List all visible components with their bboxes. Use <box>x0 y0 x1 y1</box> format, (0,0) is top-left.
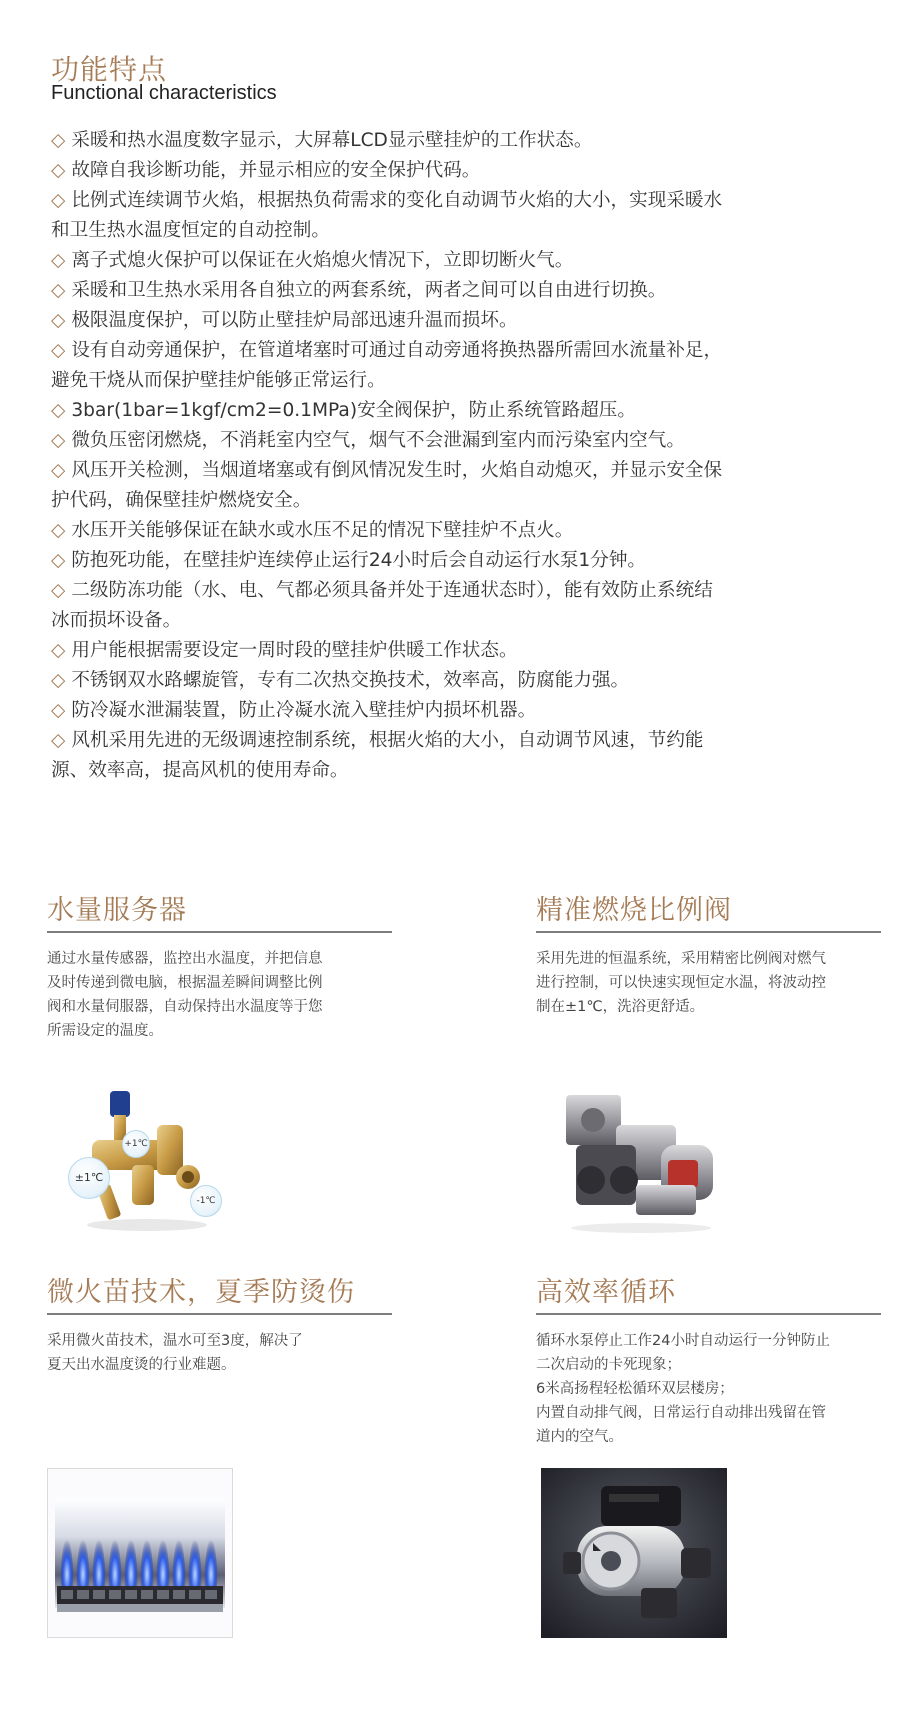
feature-item <box>51 726 731 786</box>
feature-list <box>51 126 731 786</box>
text-line: 道内的空气。 <box>536 1429 623 1445</box>
card-proportional-valve-title: 精准燃烧比例阀 <box>536 888 881 933</box>
feature-text: 用户能根据需要设定一周时段的壁挂炉供暖工作状态。 <box>71 640 518 661</box>
feature-text: 风机采用先进的无级调速控制系统，根据火焰的大小，自动调节风速，节约能源、效率高，提高风机的使用寿命。 <box>51 730 704 781</box>
feature-item <box>51 156 731 186</box>
temp-badge-minus: -1℃ <box>190 1185 222 1217</box>
card-micro-flame-text <box>47 1329 392 1377</box>
feature-text: 微负压密闭燃烧，不消耗室内空气，烟气不会泄漏到室内而污染室内空气。 <box>71 430 685 451</box>
diamond-bullet-icon: ◇ <box>51 460 66 481</box>
proportional-valve-image <box>556 1085 726 1235</box>
diamond-bullet-icon: ◇ <box>51 340 66 361</box>
card-circulation-text <box>536 1329 881 1449</box>
feature-item <box>51 276 731 306</box>
diamond-bullet-icon: ◇ <box>51 700 66 721</box>
page-title: 功能特点 <box>51 53 168 86</box>
feature-text: 风压开关检测，当烟道堵塞或有倒风情况发生时，火焰自动熄灭，并显示安全保护代码，确保壁挂炉燃烧安全。 <box>51 460 723 511</box>
diamond-bullet-icon: ◇ <box>51 670 66 691</box>
feature-text: 不锈钢双水路螺旋管，专有二次热交换技术，效率高，防腐能力强。 <box>71 670 630 691</box>
text-line: 阀和水量伺服器，自动保持出水温度等于您 <box>47 999 323 1015</box>
text-line: 内置自动排气阀，日常运行自动排出残留在管 <box>536 1405 826 1421</box>
feature-item <box>51 246 731 276</box>
feature-item <box>51 546 731 576</box>
diamond-bullet-icon: ◇ <box>51 400 66 421</box>
diamond-bullet-icon: ◇ <box>51 550 66 571</box>
feature-text: 采暖和卫生热水采用各自独立的两套系统，两者之间可以自由进行切换。 <box>71 280 667 301</box>
diamond-bullet-icon: ◇ <box>51 250 66 271</box>
text-line: 及时传递到微电脑，根据温差瞬间调整比例 <box>47 975 323 991</box>
burner-flame-image <box>47 1468 233 1638</box>
feature-item <box>51 636 731 666</box>
card-micro-flame <box>47 1270 392 1377</box>
card-proportional-valve <box>536 888 881 1019</box>
water-valve-image <box>62 1085 232 1235</box>
card-micro-flame-title: 微火苗技术，夏季防烫伤 <box>47 1270 392 1315</box>
feature-text: 水压开关能够保证在缺水或水压不足的情况下壁挂炉不点火。 <box>71 520 574 541</box>
feature-item <box>51 456 731 516</box>
text-line: 二次启动的卡死现象； <box>536 1357 681 1373</box>
card-circulation-title: 高效率循环 <box>536 1270 881 1315</box>
diamond-bullet-icon: ◇ <box>51 520 66 541</box>
feature-item <box>51 126 731 156</box>
feature-text: 采暖和热水温度数字显示，大屏幕LCD显示壁挂炉的工作状态。 <box>71 130 593 151</box>
text-line: 所需设定的温度。 <box>47 1023 163 1039</box>
card-proportional-valve-text <box>536 947 881 1019</box>
feature-text: 防抱死功能，在壁挂炉连续停止运行24小时后会自动运行水泵1分钟。 <box>71 550 647 571</box>
feature-text: 二级防冻功能（水、电、气都必须具备并处于连通状态时），能有效防止系统结冰而损坏设备。 <box>51 580 713 631</box>
text-line: 采用微火苗技术，温水可至3度，解决了 <box>47 1333 303 1349</box>
diamond-bullet-icon: ◇ <box>51 160 66 181</box>
feature-item <box>51 306 731 336</box>
feature-item <box>51 396 731 426</box>
card-water-servo-text <box>47 947 392 1043</box>
diamond-bullet-icon: ◇ <box>51 430 66 451</box>
text-line: 6米高扬程轻松循环双层楼房； <box>536 1381 734 1397</box>
text-line: 循环水泵停止工作24小时自动运行一分钟防止 <box>536 1333 830 1349</box>
diamond-bullet-icon: ◇ <box>51 580 66 601</box>
feature-item <box>51 336 731 396</box>
diamond-bullet-icon: ◇ <box>51 640 66 661</box>
feature-text: 离子式熄火保护可以保证在火焰熄火情况下，立即切断火气。 <box>71 250 574 271</box>
feature-text: 防冷凝水泄漏装置，防止冷凝水流入壁挂炉内损坏机器。 <box>71 700 537 721</box>
text-line: 制在±1℃，洗浴更舒适。 <box>536 999 705 1015</box>
card-water-servo-title: 水量服务器 <box>47 888 392 933</box>
card-water-servo <box>47 888 392 1043</box>
temp-badge-plus: +1℃ <box>122 1130 150 1158</box>
diamond-bullet-icon: ◇ <box>51 730 66 751</box>
feature-text: 故障自我诊断功能，并显示相应的安全保护代码。 <box>71 160 481 181</box>
feature-text: 比例式连续调节火焰，根据热负荷需求的变化自动调节火焰的大小，实现采暖水和卫生热水温度恒定的自动控制。 <box>51 190 723 241</box>
diamond-bullet-icon: ◇ <box>51 130 66 151</box>
feature-item <box>51 186 731 246</box>
feature-text: 设有自动旁通保护，在管道堵塞时可通过自动旁通将换热器所需回水流量补足，避免干烧从而保护壁挂炉能够正常运行。 <box>51 340 723 391</box>
text-line: 采用先进的恒温系统，采用精密比例阀对燃气 <box>536 951 826 967</box>
diamond-bullet-icon: ◇ <box>51 280 66 301</box>
card-circulation <box>536 1270 881 1449</box>
feature-text: 3bar(1bar=1kgf/cm2=0.1MPa)安全阀保护，防止系统管路超压。 <box>71 400 636 421</box>
feature-item <box>51 576 731 636</box>
feature-item <box>51 426 731 456</box>
feature-text: 极限温度保护，可以防止壁挂炉局部迅速升温而损坏。 <box>71 310 518 331</box>
circulation-pump-image <box>541 1468 727 1638</box>
temp-badge-range: ±1℃ <box>68 1157 110 1199</box>
feature-item <box>51 666 731 696</box>
text-line: 通过水量传感器，监控出水温度，并把信息 <box>47 951 323 967</box>
feature-item <box>51 696 731 726</box>
text-line: 进行控制，可以快速实现恒定水温，将波动控 <box>536 975 826 991</box>
page-subtitle: Functional characteristics <box>51 82 277 104</box>
diamond-bullet-icon: ◇ <box>51 190 66 211</box>
feature-item <box>51 516 731 546</box>
diamond-bullet-icon: ◇ <box>51 310 66 331</box>
text-line: 夏天出水温度烫的行业难题。 <box>47 1357 236 1373</box>
